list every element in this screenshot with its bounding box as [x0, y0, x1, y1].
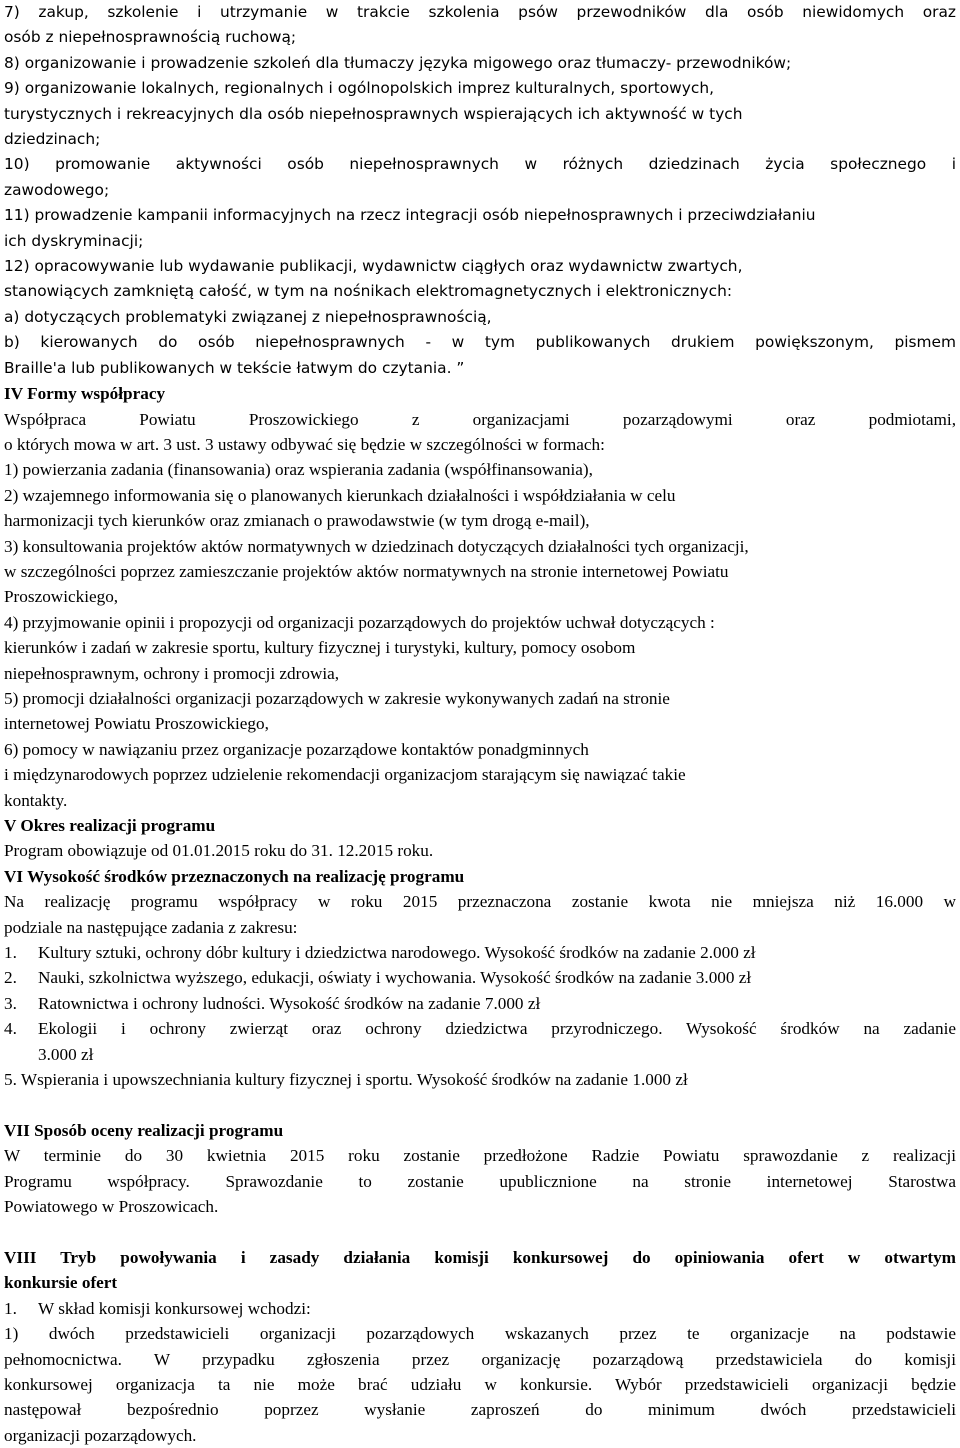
item-9-line-2: turystycznych i rekreacyjnych dla osób niepełnosprawnych wspierających ich aktywność w tych — [4, 104, 743, 123]
section-iv-line-9: 4) przyjmowanie opinii i propozycji od organizacji pozarządowych do projektów uchwał dotyczących : — [4, 612, 715, 632]
section-vi-line-1: Na realizację programu współpracy w roku 2015 przeznaczona zostanie kwota nie mniejsza niż 16.000 w — [4, 892, 956, 912]
item-7-line-2: osób z niepełnosprawnością ruchową; — [4, 28, 297, 47]
item-11-line-2: ich dyskryminacji; — [4, 231, 144, 250]
section-vi-line-2: podziale na następujące zadania z zakresu: — [4, 917, 298, 937]
item-12b-line-1: b) kierowanych do osób niepełnosprawnych - w tym publikowanych drukiem powiększonym, pismem — [4, 333, 956, 352]
section-iv-line-8: Proszowickiego, — [4, 587, 119, 607]
item-10-line-1: 10) promowanie aktywności osób niepełnosprawnych w różnych dziedzinach życia społecznego i — [4, 155, 956, 174]
section-viii-item-1 — [4, 1296, 956, 1321]
spacer — [4, 1219, 956, 1244]
item-12-line-2: stanowiących zamkniętą całość, w tym na nośnikach elektromagnetycznych i elektronicznych: — [4, 282, 733, 301]
list-item-4-text-line-1: Ekologii i ochrony zwierząt oraz ochrony dziedzictwa przyrodniczego. Wysokość środków na zadanie — [38, 1019, 956, 1039]
list-item-1 — [4, 940, 956, 965]
item-9-line-1: 9) organizowanie lokalnych, regionalnych i ogólnopolskich imprez kulturalnych, sportowych, — [4, 79, 714, 98]
item-9-line-3: dziedzinach; — [4, 130, 101, 149]
list-item-2-text: Nauki, szkolnictwa wyższego, edukacji, oświaty i wychowania. Wysokość środków na zadanie 3.000 zł — [38, 968, 752, 988]
section-iv-line-3: 1) powierzania zadania (finansowania) oraz wspierania zadania (współfinansowania), — [4, 460, 593, 480]
list-item-4 — [4, 1016, 956, 1067]
item-12a: a) dotyczących problematyki związanej z niepełnosprawnością, — [4, 307, 492, 326]
item-11-line-1: 11) prowadzenie kampanii informacyjnych na rzecz integracji osób niepełnosprawnych i przeciwdziałaniu — [4, 206, 816, 225]
section-iv-line-12: 5) promocji działalności organizacji pozarządowych w zakresie wykonywanych zadań na stronie — [4, 688, 670, 708]
item-8: 8) organizowanie i prowadzenie szkoleń dla tłumaczy języka migowego oraz tłumaczy- przewodników; — [4, 53, 792, 72]
item-10-line-2: zawodowego; — [4, 180, 110, 199]
section-iv-line-1: Współpraca Powiatu Proszowickiego z organizacjami pozarządowymi oraz podmiotami, — [4, 409, 956, 429]
section-iv-line-2: o których mowa w art. 3 ust. 3 ustawy odbywać się będzie w szczególności w formach: — [4, 434, 605, 454]
section-iv-line-5: harmonizacji tych kierunków oraz zmianach o prawodawstwie (w tym drogą e-mail), — [4, 511, 590, 531]
section-vii-heading: VII Sposób oceny realizacji programu — [4, 1120, 284, 1140]
section-vii-line-3: Powiatowego w Proszowicach. — [4, 1197, 219, 1217]
list-item-3 — [4, 991, 956, 1016]
section-viii-item-1-text: W skład komisji konkursowej wchodzi: — [38, 1298, 311, 1318]
section-viii-line-3: konkursowej organizacja ta nie może brać udziału w konkursie. Wybór przedstawicieli organizacji będzie — [4, 1374, 956, 1394]
section-viii-heading-line-1: VIII Tryb powoływania i zasady działania komisji konkursowej do opiniowania ofert w otwartym — [4, 1247, 956, 1267]
section-vii-line-1: W terminie do 30 kwietnia 2015 roku zostanie przedłożone Radzie Powiatu sprawozdanie z realizacji — [4, 1146, 956, 1166]
item-12-line-1: 12) opracowywanie lub wydawanie publikacji, wydawnictw ciągłych oraz wydawnictw zwartych, — [4, 257, 743, 276]
section-viii-heading-line-2: konkursie ofert — [4, 1273, 118, 1293]
section-iv-line-16: kontakty. — [4, 790, 68, 810]
section-viii-item-1-number: 1. — [4, 1298, 17, 1318]
section-viii-line-5: organizacji pozarządowych. — [4, 1425, 197, 1445]
section-iv-line-7: w szczególności poprzez zamieszczanie projektów aktów normatywnych na stronie internetowej Powiatu — [4, 561, 729, 581]
section-iv-line-6: 3) konsultowania projektów aktów normatywnych w dziedzinach dotyczących działalności tych organizacji, — [4, 536, 749, 556]
section-iv-line-14: 6) pomocy w nawiązaniu przez organizacje pozarządowe kontaktów ponadgminnych — [4, 739, 589, 759]
section-iv-heading: IV Formy współpracy — [4, 384, 166, 404]
section-v-line-1: Program obowiązuje od 01.01.2015 roku do 31. 12.2015 roku. — [4, 841, 434, 861]
list-item-2 — [4, 965, 956, 990]
item-7-line-1: 7) zakup, szkolenie i utrzymanie w trakcie szkolenia psów przewodników dla osób niewidomych oraz — [4, 3, 956, 21]
list-item-2-number: 2. — [4, 968, 17, 988]
list-item-4-number: 4. — [4, 1019, 17, 1039]
section-viii-line-4: następował bezpośrednio poprzez wysłanie zaproszeń do minimum dwóch przedstawicieli — [4, 1400, 956, 1420]
section-vi-heading: VI Wysokość środków przeznaczonych na realizację programu — [4, 866, 465, 886]
list-item-3-number: 3. — [4, 993, 17, 1013]
list-item-4-text-line-2: 3.000 zł — [38, 1044, 94, 1064]
spacer — [4, 1092, 956, 1117]
section-viii-line-2: pełnomocnictwa. W przypadku zgłoszenia przez organizację pozarządową przedstawiciela do komisji — [4, 1349, 956, 1369]
section-vii-line-2: Programu współpracy. Sprawozdanie to zostanie upublicznione na stronie internetowej Starostwa — [4, 1171, 956, 1191]
list-item-1-text: Kultury sztuki, ochrony dóbr kultury i dziedzictwa narodowego. Wysokość środków na zadanie 2.000 zł — [38, 943, 756, 963]
section-iv-line-15: i międzynarodowych poprzez udzielenie rekomendacji organizacjom starającym się nawiązać takie — [4, 765, 686, 785]
section-viii-line-1: 1) dwóch przedstawicieli organizacji pozarządowych wskazanych przez te organizacje na podstawie — [4, 1324, 956, 1344]
section-iv-line-11: niepełnosprawnym, ochrony i promocji zdrowia, — [4, 663, 340, 683]
list-item-1-number: 1. — [4, 943, 17, 963]
section-v-heading: V Okres realizacji programu — [4, 816, 216, 835]
section-iv-line-4: 2) wzajemnego informowania się o planowanych kierunkach działalności i współdziałania w celu — [4, 485, 676, 505]
list-item-4-text — [38, 1016, 956, 1067]
list-item-3-text: Ratownictwa i ochrony ludności. Wysokość środków na zadanie 7.000 zł — [38, 993, 541, 1013]
section-iv-line-10: kierunków i zadań w zakresie sportu, kultury fizycznej i turystyki, kultury, pomocy osobom — [4, 638, 636, 658]
document-page — [4, 0, 956, 1448]
item-12b-line-2: Braille'a lub publikowanych w tekście łatwym do czytania. ” — [4, 358, 465, 377]
list-item-5: 5. Wspierania i upowszechniania kultury fizycznej i sportu. Wysokość środków na zadanie 1.000 zł — [4, 1070, 688, 1090]
section-iv-line-13: internetowej Powiatu Proszowickiego, — [4, 714, 269, 734]
